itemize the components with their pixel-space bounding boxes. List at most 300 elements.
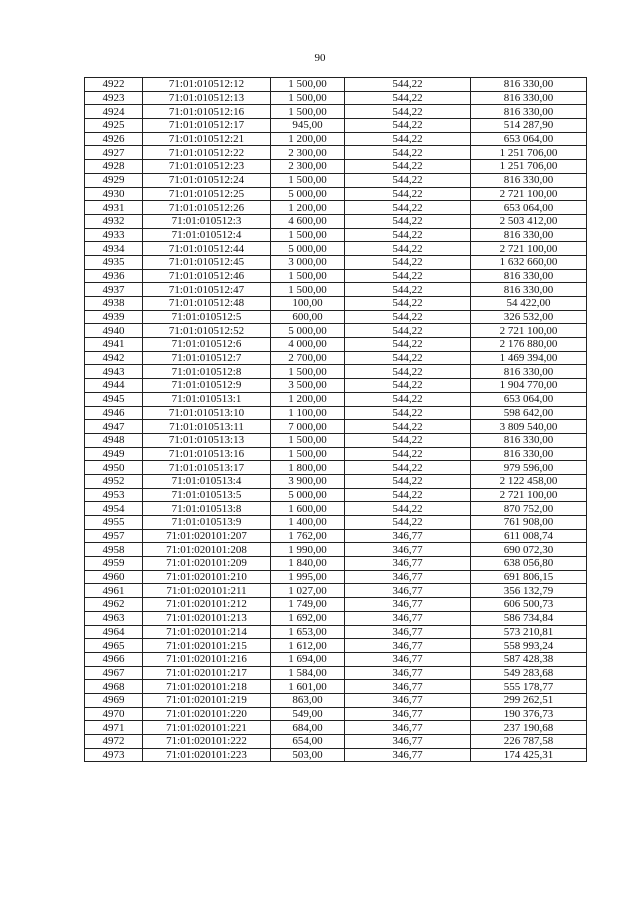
- cadastral-value-cell: 816 330,00: [471, 78, 587, 92]
- cadastral-number-cell: 71:01:020101:218: [143, 680, 271, 694]
- specific-value-cell: 544,22: [345, 228, 471, 242]
- cadastral-number-cell: 71:01:010512:48: [143, 297, 271, 311]
- table-row: [85, 214, 587, 228]
- area-cell: 1 584,00: [271, 666, 345, 680]
- area-cell: 1 694,00: [271, 652, 345, 666]
- cadastral-value-cell: 2 122 458,00: [471, 474, 587, 488]
- cadastral-number-cell: 71:01:010512:7: [143, 351, 271, 365]
- table-row: [85, 269, 587, 283]
- table-row: [85, 611, 587, 625]
- specific-value-cell: 544,22: [345, 461, 471, 475]
- row-number-cell: 4945: [85, 392, 143, 406]
- table-row: [85, 625, 587, 639]
- area-cell: 1 500,00: [271, 91, 345, 105]
- cadastral-number-cell: 71:01:010513:8: [143, 502, 271, 516]
- area-cell: 1 762,00: [271, 529, 345, 543]
- cadastral-number-cell: 71:01:010512:25: [143, 187, 271, 201]
- area-cell: 1 601,00: [271, 680, 345, 694]
- specific-value-cell: 544,22: [345, 105, 471, 119]
- row-number-cell: 4936: [85, 269, 143, 283]
- area-cell: 1 600,00: [271, 502, 345, 516]
- row-number-cell: 4943: [85, 365, 143, 379]
- row-number-cell: 4935: [85, 255, 143, 269]
- cadastral-value-cell: 816 330,00: [471, 447, 587, 461]
- table-row: [85, 255, 587, 269]
- cadastral-number-cell: 71:01:020101:214: [143, 625, 271, 639]
- specific-value-cell: 346,77: [345, 707, 471, 721]
- row-number-cell: 4955: [85, 516, 143, 530]
- area-cell: 3 500,00: [271, 379, 345, 393]
- row-number-cell: 4972: [85, 735, 143, 749]
- cadastral-value-cell: 2 721 100,00: [471, 187, 587, 201]
- specific-value-cell: 544,22: [345, 433, 471, 447]
- cadastral-number-cell: 71:01:010513:11: [143, 420, 271, 434]
- cadastral-value-cell: 1 632 660,00: [471, 255, 587, 269]
- area-cell: 1 500,00: [271, 433, 345, 447]
- row-number-cell: 4973: [85, 748, 143, 762]
- row-number-cell: 4970: [85, 707, 143, 721]
- row-number-cell: 4922: [85, 78, 143, 92]
- specific-value-cell: 544,22: [345, 447, 471, 461]
- cadastral-number-cell: 71:01:020101:212: [143, 598, 271, 612]
- cadastral-value-cell: 816 330,00: [471, 105, 587, 119]
- cadastral-value-cell: 356 132,79: [471, 584, 587, 598]
- specific-value-cell: 544,22: [345, 406, 471, 420]
- cadastral-value-cell: 299 262,51: [471, 693, 587, 707]
- cadastral-number-cell: 71:01:010512:26: [143, 201, 271, 215]
- cadastral-number-cell: 71:01:010513:16: [143, 447, 271, 461]
- row-number-cell: 4961: [85, 584, 143, 598]
- cadastral-number-cell: 71:01:010512:12: [143, 78, 271, 92]
- cadastral-value-cell: 816 330,00: [471, 91, 587, 105]
- area-cell: 684,00: [271, 721, 345, 735]
- cadastral-value-cell: 870 752,00: [471, 502, 587, 516]
- area-cell: 1 500,00: [271, 283, 345, 297]
- area-cell: 1 612,00: [271, 639, 345, 653]
- area-cell: 1 500,00: [271, 173, 345, 187]
- area-cell: 5 000,00: [271, 242, 345, 256]
- specific-value-cell: 544,22: [345, 201, 471, 215]
- cadastral-number-cell: 71:01:020101:213: [143, 611, 271, 625]
- row-number-cell: 4962: [85, 598, 143, 612]
- specific-value-cell: 346,77: [345, 570, 471, 584]
- row-number-cell: 4932: [85, 214, 143, 228]
- specific-value-cell: 346,77: [345, 543, 471, 557]
- cadastral-value-cell: 816 330,00: [471, 228, 587, 242]
- area-cell: 2 300,00: [271, 160, 345, 174]
- cadastral-number-cell: 71:01:020101:210: [143, 570, 271, 584]
- cadastral-number-cell: 71:01:020101:219: [143, 693, 271, 707]
- row-number-cell: 4927: [85, 146, 143, 160]
- area-cell: 600,00: [271, 310, 345, 324]
- specific-value-cell: 346,77: [345, 529, 471, 543]
- row-number-cell: 4941: [85, 338, 143, 352]
- table-row: [85, 584, 587, 598]
- cadastral-number-cell: 71:01:020101:221: [143, 721, 271, 735]
- table-row: [85, 570, 587, 584]
- cadastral-value-cell: 1 469 394,00: [471, 351, 587, 365]
- row-number-cell: 4938: [85, 297, 143, 311]
- cadastral-number-cell: 71:01:010512:9: [143, 379, 271, 393]
- specific-value-cell: 544,22: [345, 516, 471, 530]
- area-cell: 1 100,00: [271, 406, 345, 420]
- cadastral-value-cell: 2 721 100,00: [471, 488, 587, 502]
- cadastral-value-cell: 1 904 770,00: [471, 379, 587, 393]
- specific-value-cell: 544,22: [345, 269, 471, 283]
- table-row: [85, 392, 587, 406]
- table-row: [85, 379, 587, 393]
- specific-value-cell: 346,77: [345, 557, 471, 571]
- cadastral-value-cell: 761 908,00: [471, 516, 587, 530]
- cadastral-value-table: [84, 77, 587, 762]
- area-cell: 1 990,00: [271, 543, 345, 557]
- area-cell: 945,00: [271, 119, 345, 133]
- cadastral-value-cell: 816 330,00: [471, 173, 587, 187]
- cadastral-number-cell: 71:01:020101:208: [143, 543, 271, 557]
- row-number-cell: 4940: [85, 324, 143, 338]
- table-row: [85, 310, 587, 324]
- row-number-cell: 4967: [85, 666, 143, 680]
- area-cell: 1 692,00: [271, 611, 345, 625]
- cadastral-value-cell: 1 251 706,00: [471, 160, 587, 174]
- cadastral-number-cell: 71:01:010513:5: [143, 488, 271, 502]
- table-row: [85, 721, 587, 735]
- specific-value-cell: 544,22: [345, 214, 471, 228]
- specific-value-cell: 544,22: [345, 310, 471, 324]
- area-cell: 1 500,00: [271, 78, 345, 92]
- row-number-cell: 4964: [85, 625, 143, 639]
- table-row: [85, 529, 587, 543]
- specific-value-cell: 544,22: [345, 324, 471, 338]
- area-cell: 503,00: [271, 748, 345, 762]
- cadastral-value-cell: 174 425,31: [471, 748, 587, 762]
- row-number-cell: 4957: [85, 529, 143, 543]
- cadastral-value-cell: 2 503 412,00: [471, 214, 587, 228]
- specific-value-cell: 544,22: [345, 379, 471, 393]
- specific-value-cell: 544,22: [345, 502, 471, 516]
- area-cell: 5 000,00: [271, 324, 345, 338]
- cadastral-number-cell: 71:01:010513:17: [143, 461, 271, 475]
- cadastral-value-cell: 573 210,81: [471, 625, 587, 639]
- cadastral-number-cell: 71:01:010512:3: [143, 214, 271, 228]
- cadastral-value-cell: 2 176 880,00: [471, 338, 587, 352]
- area-cell: 654,00: [271, 735, 345, 749]
- cadastral-number-cell: 71:01:020101:207: [143, 529, 271, 543]
- cadastral-number-cell: 71:01:010512:44: [143, 242, 271, 256]
- specific-value-cell: 544,22: [345, 78, 471, 92]
- cadastral-number-cell: 71:01:020101:217: [143, 666, 271, 680]
- row-number-cell: 4926: [85, 132, 143, 146]
- table-row: [85, 474, 587, 488]
- area-cell: 1 653,00: [271, 625, 345, 639]
- row-number-cell: 4960: [85, 570, 143, 584]
- cadastral-value-cell: 611 008,74: [471, 529, 587, 543]
- specific-value-cell: 346,77: [345, 748, 471, 762]
- cadastral-number-cell: 71:01:010513:9: [143, 516, 271, 530]
- row-number-cell: 4971: [85, 721, 143, 735]
- cadastral-number-cell: 71:01:010512:4: [143, 228, 271, 242]
- specific-value-cell: 544,22: [345, 420, 471, 434]
- table-row: [85, 693, 587, 707]
- table-row: [85, 297, 587, 311]
- cadastral-number-cell: 71:01:010512:24: [143, 173, 271, 187]
- area-cell: 1 749,00: [271, 598, 345, 612]
- table-row: [85, 447, 587, 461]
- area-cell: 3 900,00: [271, 474, 345, 488]
- table-row: [85, 132, 587, 146]
- specific-value-cell: 544,22: [345, 119, 471, 133]
- cadastral-number-cell: 71:01:010513:1: [143, 392, 271, 406]
- specific-value-cell: 346,77: [345, 611, 471, 625]
- table-row: [85, 406, 587, 420]
- table-row: [85, 78, 587, 92]
- cadastral-value-cell: 514 287,90: [471, 119, 587, 133]
- cadastral-number-cell: 71:01:010512:17: [143, 119, 271, 133]
- specific-value-cell: 544,22: [345, 338, 471, 352]
- table-row: [85, 146, 587, 160]
- cadastral-number-cell: 71:01:010512:21: [143, 132, 271, 146]
- cadastral-value-cell: 653 064,00: [471, 201, 587, 215]
- cadastral-number-cell: 71:01:010512:45: [143, 255, 271, 269]
- cadastral-value-cell: 653 064,00: [471, 132, 587, 146]
- area-cell: 1 500,00: [271, 228, 345, 242]
- specific-value-cell: 346,77: [345, 693, 471, 707]
- table-row: [85, 420, 587, 434]
- cadastral-value-cell: 3 809 540,00: [471, 420, 587, 434]
- cadastral-value-cell: 691 806,15: [471, 570, 587, 584]
- row-number-cell: 4944: [85, 379, 143, 393]
- row-number-cell: 4966: [85, 652, 143, 666]
- cadastral-number-cell: 71:01:010513:10: [143, 406, 271, 420]
- specific-value-cell: 346,77: [345, 680, 471, 694]
- cadastral-number-cell: 71:01:010512:16: [143, 105, 271, 119]
- cadastral-value-cell: 555 178,77: [471, 680, 587, 694]
- table-row: [85, 351, 587, 365]
- row-number-cell: 4930: [85, 187, 143, 201]
- area-cell: 1 200,00: [271, 201, 345, 215]
- table-row: [85, 652, 587, 666]
- table-row: [85, 543, 587, 557]
- row-number-cell: 4947: [85, 420, 143, 434]
- page-number: 90: [314, 52, 326, 64]
- row-number-cell: 4937: [85, 283, 143, 297]
- table-row: [85, 365, 587, 379]
- table-row: [85, 91, 587, 105]
- area-cell: 1 400,00: [271, 516, 345, 530]
- table-row: [85, 557, 587, 571]
- table-row: [85, 707, 587, 721]
- area-cell: 3 000,00: [271, 255, 345, 269]
- row-number-cell: 4931: [85, 201, 143, 215]
- cadastral-value-cell: 638 056,80: [471, 557, 587, 571]
- table-row: [85, 105, 587, 119]
- cadastral-number-cell: 71:01:010512:8: [143, 365, 271, 379]
- specific-value-cell: 544,22: [345, 488, 471, 502]
- cadastral-number-cell: 71:01:010512:52: [143, 324, 271, 338]
- table-row: [85, 324, 587, 338]
- row-number-cell: 4952: [85, 474, 143, 488]
- specific-value-cell: 544,22: [345, 242, 471, 256]
- row-number-cell: 4968: [85, 680, 143, 694]
- cadastral-number-cell: 71:01:010512:13: [143, 91, 271, 105]
- table-row: [85, 173, 587, 187]
- cadastral-number-cell: 71:01:020101:222: [143, 735, 271, 749]
- area-cell: 7 000,00: [271, 420, 345, 434]
- table-row: [85, 748, 587, 762]
- cadastral-number-cell: 71:01:020101:216: [143, 652, 271, 666]
- specific-value-cell: 346,77: [345, 652, 471, 666]
- cadastral-value-cell: 816 330,00: [471, 283, 587, 297]
- table-row: [85, 228, 587, 242]
- cadastral-value-cell: 598 642,00: [471, 406, 587, 420]
- cadastral-number-cell: 71:01:010512:22: [143, 146, 271, 160]
- table-row: [85, 160, 587, 174]
- row-number-cell: 4969: [85, 693, 143, 707]
- area-cell: 1 995,00: [271, 570, 345, 584]
- cadastral-value-cell: 190 376,73: [471, 707, 587, 721]
- table-row: [85, 735, 587, 749]
- cadastral-value-cell: 2 721 100,00: [471, 242, 587, 256]
- cadastral-number-cell: 71:01:010512:46: [143, 269, 271, 283]
- cadastral-value-cell: 690 072,30: [471, 543, 587, 557]
- row-number-cell: 4933: [85, 228, 143, 242]
- area-cell: 5 000,00: [271, 187, 345, 201]
- cadastral-number-cell: 71:01:020101:215: [143, 639, 271, 653]
- area-cell: 1 200,00: [271, 132, 345, 146]
- table-row: [85, 283, 587, 297]
- cadastral-value-cell: 816 330,00: [471, 365, 587, 379]
- cadastral-value-cell: 606 500,73: [471, 598, 587, 612]
- specific-value-cell: 544,22: [345, 351, 471, 365]
- cadastral-value-cell: 226 787,58: [471, 735, 587, 749]
- specific-value-cell: 544,22: [345, 283, 471, 297]
- table-row: [85, 598, 587, 612]
- area-cell: 4 000,00: [271, 338, 345, 352]
- row-number-cell: 4963: [85, 611, 143, 625]
- specific-value-cell: 346,77: [345, 639, 471, 653]
- cadastral-value-cell: 816 330,00: [471, 433, 587, 447]
- specific-value-cell: 346,77: [345, 584, 471, 598]
- row-number-cell: 4934: [85, 242, 143, 256]
- specific-value-cell: 544,22: [345, 365, 471, 379]
- cadastral-number-cell: 71:01:010513:13: [143, 433, 271, 447]
- row-number-cell: 4939: [85, 310, 143, 324]
- cadastral-value-cell: 54 422,00: [471, 297, 587, 311]
- cadastral-number-cell: 71:01:010513:4: [143, 474, 271, 488]
- cadastral-value-cell: 549 283,68: [471, 666, 587, 680]
- row-number-cell: 4954: [85, 502, 143, 516]
- row-number-cell: 4949: [85, 447, 143, 461]
- row-number-cell: 4946: [85, 406, 143, 420]
- specific-value-cell: 346,77: [345, 721, 471, 735]
- cadastral-value-cell: 979 596,00: [471, 461, 587, 475]
- table-row: [85, 502, 587, 516]
- cadastral-value-cell: 2 721 100,00: [471, 324, 587, 338]
- area-cell: 4 600,00: [271, 214, 345, 228]
- cadastral-number-cell: 71:01:010512:47: [143, 283, 271, 297]
- area-cell: 1 840,00: [271, 557, 345, 571]
- area-cell: 1 200,00: [271, 392, 345, 406]
- row-number-cell: 4953: [85, 488, 143, 502]
- table-row: [85, 666, 587, 680]
- cadastral-number-cell: 71:01:020101:211: [143, 584, 271, 598]
- area-cell: 863,00: [271, 693, 345, 707]
- row-number-cell: 4948: [85, 433, 143, 447]
- cadastral-value-cell: 326 532,00: [471, 310, 587, 324]
- cadastral-number-cell: 71:01:020101:220: [143, 707, 271, 721]
- table-body: [85, 78, 587, 762]
- specific-value-cell: 544,22: [345, 474, 471, 488]
- table-row: [85, 338, 587, 352]
- specific-value-cell: 544,22: [345, 297, 471, 311]
- cadastral-value-cell: 586 734,84: [471, 611, 587, 625]
- specific-value-cell: 346,77: [345, 598, 471, 612]
- area-cell: 1 500,00: [271, 105, 345, 119]
- area-cell: 2 700,00: [271, 351, 345, 365]
- area-cell: 1 500,00: [271, 269, 345, 283]
- area-cell: 1 027,00: [271, 584, 345, 598]
- table-row: [85, 461, 587, 475]
- specific-value-cell: 346,77: [345, 625, 471, 639]
- table-row: [85, 488, 587, 502]
- area-cell: 549,00: [271, 707, 345, 721]
- specific-value-cell: 544,22: [345, 187, 471, 201]
- cadastral-value-cell: 237 190,68: [471, 721, 587, 735]
- row-number-cell: 4928: [85, 160, 143, 174]
- row-number-cell: 4929: [85, 173, 143, 187]
- specific-value-cell: 544,22: [345, 146, 471, 160]
- row-number-cell: 4942: [85, 351, 143, 365]
- table-row: [85, 242, 587, 256]
- area-cell: 5 000,00: [271, 488, 345, 502]
- table-row: [85, 187, 587, 201]
- cadastral-value-cell: 587 428,38: [471, 652, 587, 666]
- specific-value-cell: 544,22: [345, 91, 471, 105]
- area-cell: 1 800,00: [271, 461, 345, 475]
- cadastral-value-cell: 558 993,24: [471, 639, 587, 653]
- cadastral-number-cell: 71:01:020101:209: [143, 557, 271, 571]
- table-row: [85, 516, 587, 530]
- area-cell: 1 500,00: [271, 365, 345, 379]
- specific-value-cell: 544,22: [345, 255, 471, 269]
- specific-value-cell: 544,22: [345, 160, 471, 174]
- table-row: [85, 119, 587, 133]
- area-cell: 2 300,00: [271, 146, 345, 160]
- row-number-cell: 4958: [85, 543, 143, 557]
- cadastral-number-cell: 71:01:010512:5: [143, 310, 271, 324]
- specific-value-cell: 544,22: [345, 173, 471, 187]
- row-number-cell: 4959: [85, 557, 143, 571]
- row-number-cell: 4950: [85, 461, 143, 475]
- area-cell: 1 500,00: [271, 447, 345, 461]
- specific-value-cell: 346,77: [345, 666, 471, 680]
- cadastral-value-cell: 653 064,00: [471, 392, 587, 406]
- table-row: [85, 433, 587, 447]
- cadastral-number-cell: 71:01:020101:223: [143, 748, 271, 762]
- row-number-cell: 4925: [85, 119, 143, 133]
- table-row: [85, 680, 587, 694]
- specific-value-cell: 346,77: [345, 735, 471, 749]
- cadastral-value-cell: 1 251 706,00: [471, 146, 587, 160]
- row-number-cell: 4924: [85, 105, 143, 119]
- cadastral-number-cell: 71:01:010512:23: [143, 160, 271, 174]
- row-number-cell: 4965: [85, 639, 143, 653]
- area-cell: 100,00: [271, 297, 345, 311]
- table-row: [85, 639, 587, 653]
- specific-value-cell: 544,22: [345, 392, 471, 406]
- cadastral-value-cell: 816 330,00: [471, 269, 587, 283]
- cadastral-number-cell: 71:01:010512:6: [143, 338, 271, 352]
